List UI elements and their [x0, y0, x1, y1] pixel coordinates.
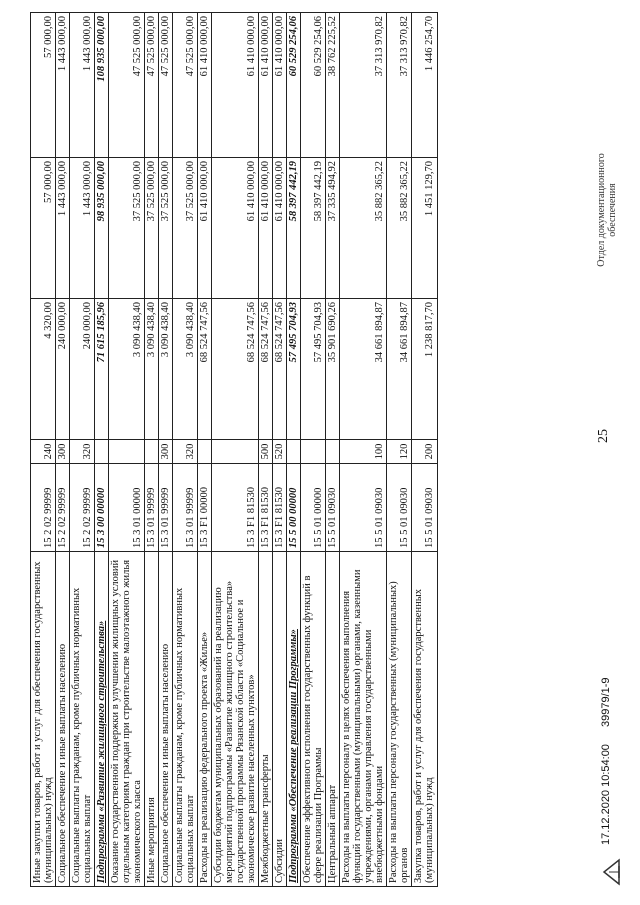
- row-value-2021: 1 443 000,00: [70, 158, 95, 299]
- row-value-2020: 3 090 438,40: [173, 299, 198, 440]
- table-row: [198, 13, 212, 887]
- page-number: 25: [596, 429, 611, 443]
- row-value-2022: 47 525 000,00: [173, 13, 198, 158]
- row-csr: 15 3 F1 00000: [198, 464, 212, 552]
- row-csr: 15 3 01 99999: [159, 464, 173, 552]
- row-name: Социальные выплаты гражданам, кроме публичных нормативных социальных выплат: [70, 552, 95, 887]
- row-value-2021: 61 410 000,00: [198, 158, 212, 299]
- row-csr: 15 5 00 00000: [287, 464, 301, 552]
- table-row: [109, 13, 145, 887]
- row-value-2021: 58 397 442,19: [301, 158, 326, 299]
- row-name: Подпрограмма «Развитие жилищного строительства»: [95, 552, 109, 887]
- table-row: [145, 13, 159, 887]
- row-value-2022: 47 525 000,00: [145, 13, 159, 158]
- row-value-2022: 108 935 000,00: [95, 13, 109, 158]
- row-name: Иные мероприятия: [145, 552, 159, 887]
- row-name: Субсидии: [273, 552, 287, 887]
- row-csr: 15 3 F1 81530: [259, 464, 273, 552]
- row-name: Закупка товаров, работ и услуг для обеспечения государственных (муниципальных) нужд: [412, 552, 437, 887]
- row-value-2020: 68 524 747,56: [273, 299, 287, 440]
- row-value-2020: 71 615 185,96: [95, 299, 109, 440]
- row-value-2021: 61 410 000,00: [259, 158, 273, 299]
- row-vr: [109, 440, 145, 464]
- table-row: [259, 13, 273, 887]
- row-name: Расходы на выплаты персоналу государственных (муниципальных) органов: [387, 552, 412, 887]
- row-vr: [326, 440, 340, 464]
- row-value-2022: 38 762 225,52: [326, 13, 340, 158]
- table-body: [31, 13, 438, 887]
- row-value-2022: 61 410 000,00: [273, 13, 287, 158]
- department-stamp: Отдел документационного обеспечения: [596, 153, 618, 267]
- row-value-2020: 3 090 438,40: [145, 299, 159, 440]
- row-vr: [198, 440, 212, 464]
- row-vr: [212, 440, 259, 464]
- row-csr: 15 5 01 09030: [326, 464, 340, 552]
- row-csr: 15 5 01 00000: [301, 464, 326, 552]
- row-csr: 15 3 F1 81530: [273, 464, 287, 552]
- row-name: Межбюджетные трансферты: [259, 552, 273, 887]
- row-csr: 15 3 00 00000: [95, 464, 109, 552]
- row-csr: 15 3 01 99999: [173, 464, 198, 552]
- row-value-2021: 37 525 000,00: [109, 158, 145, 299]
- row-value-2022: 57 000,00: [31, 13, 56, 158]
- row-value-2020: 57 495 704,93: [287, 299, 301, 440]
- table-row: [56, 13, 70, 887]
- row-vr: 500: [259, 440, 273, 464]
- row-value-2020: 1 238 817,70: [412, 299, 437, 440]
- row-value-2021: 37 525 000,00: [159, 158, 173, 299]
- row-name: Субсидии бюджетам муниципальных образований на реализацию мероприятий подпрограммы «Развитие жилищного строительства» государственной программы Рязанской области «Социальное и экономическое развитие населенных пунктов»: [212, 552, 259, 887]
- row-vr: 320: [173, 440, 198, 464]
- footer-doc-id: 39979/1-9: [600, 677, 612, 727]
- row-value-2022: 1 443 000,00: [70, 13, 95, 158]
- row-name: Расходы на реализацию федерального проекта «Жилье»: [198, 552, 212, 887]
- table-row: [387, 13, 412, 887]
- budget-table: [30, 12, 438, 887]
- row-value-2020: 68 524 747,56: [198, 299, 212, 440]
- table-row: [95, 13, 109, 887]
- row-name: Социальное обеспечение и иные выплаты населению: [159, 552, 173, 887]
- row-vr: [145, 440, 159, 464]
- row-csr: 15 2 02 99999: [56, 464, 70, 552]
- row-value-2021: 1 443 000,00: [56, 158, 70, 299]
- row-value-2020: 240 000,00: [56, 299, 70, 440]
- row-value-2021: 37 525 000,00: [173, 158, 198, 299]
- row-value-2022: 37 313 970,82: [387, 13, 412, 158]
- row-vr: 520: [273, 440, 287, 464]
- row-value-2021: 61 410 000,00: [273, 158, 287, 299]
- row-vr: 300: [159, 440, 173, 464]
- row-value-2021: 37 525 000,00: [145, 158, 159, 299]
- row-csr: 15 3 01 99999: [145, 464, 159, 552]
- row-value-2022: 1 443 000,00: [56, 13, 70, 158]
- row-value-2021: 1 451 129,70: [412, 158, 437, 299]
- row-vr: [95, 440, 109, 464]
- row-value-2020: 3 090 438,40: [109, 299, 145, 440]
- row-value-2021: 35 882 365,22: [340, 158, 387, 299]
- row-value-2022: 60 529 254,06: [287, 13, 301, 158]
- footer: [600, 663, 612, 845]
- row-vr: 320: [70, 440, 95, 464]
- table-row: [159, 13, 173, 887]
- table-row: [70, 13, 95, 887]
- table-row: [326, 13, 340, 887]
- row-vr: 240: [31, 440, 56, 464]
- row-value-2020: 240 000,00: [70, 299, 95, 440]
- row-value-2022: 47 525 000,00: [109, 13, 145, 158]
- row-value-2022: 1 446 254,70: [412, 13, 437, 158]
- row-csr: 15 3 01 00000: [109, 464, 145, 552]
- row-value-2020: 35 901 690,26: [326, 299, 340, 440]
- row-value-2022: 61 410 000,00: [259, 13, 273, 158]
- table-row: [301, 13, 326, 887]
- table-row: [212, 13, 259, 887]
- row-value-2021: 37 335 494,92: [326, 158, 340, 299]
- table-row: [340, 13, 387, 887]
- row-value-2022: 60 529 254,06: [301, 13, 326, 158]
- row-value-2020: 3 090 438,40: [159, 299, 173, 440]
- row-vr: 300: [56, 440, 70, 464]
- row-value-2021: 58 397 442,19: [287, 158, 301, 299]
- footer-datetime: 17.12.2020 10:54:00: [600, 744, 612, 845]
- table-row: [287, 13, 301, 887]
- row-name: Подпрограмма «Обеспечение реализации Программы»: [287, 552, 301, 887]
- table-row: [273, 13, 287, 887]
- row-name: Расходы на выплаты персоналу в целях обеспечения выполнения функций государственными (муниципальными) органами, казенными учреждениями, органами управления государственными внебюджетными фондами: [340, 552, 387, 887]
- row-vr: 100: [340, 440, 387, 464]
- row-value-2020: 4 320,00: [31, 299, 56, 440]
- logo-icon: [600, 857, 622, 887]
- row-vr: [287, 440, 301, 464]
- row-value-2020: 34 661 894,87: [340, 299, 387, 440]
- row-value-2022: 61 410 000,00: [212, 13, 259, 158]
- row-csr: 15 5 01 09030: [412, 464, 437, 552]
- row-value-2022: 47 525 000,00: [159, 13, 173, 158]
- row-value-2022: 37 313 970,82: [340, 13, 387, 158]
- row-name: Социальное обеспечение и иные выплаты населению: [56, 552, 70, 887]
- row-csr: 15 3 F1 81530: [212, 464, 259, 552]
- row-name: Обеспечение эффективного исполнения государственных функций в сфере реализации Программы: [301, 552, 326, 887]
- row-value-2020: 68 524 747,56: [212, 299, 259, 440]
- row-value-2021: 98 935 000,00: [95, 158, 109, 299]
- row-value-2021: 35 882 365,22: [387, 158, 412, 299]
- row-name: Оказание государственной поддержки в улучшении жилищных условий отдельным категориям граждан при строительстве малоэтажного жилья экономического класса: [109, 552, 145, 887]
- row-vr: 120: [387, 440, 412, 464]
- row-csr: 15 2 02 99999: [70, 464, 95, 552]
- row-value-2020: 34 661 894,87: [387, 299, 412, 440]
- row-csr: 15 2 02 99999: [31, 464, 56, 552]
- row-value-2022: 61 410 000,00: [198, 13, 212, 158]
- table-row: [173, 13, 198, 887]
- row-value-2021: 61 410 000,00: [212, 158, 259, 299]
- row-value-2021: 57 000,00: [31, 158, 56, 299]
- table-row: [31, 13, 56, 887]
- row-name: Социальные выплаты гражданам, кроме публичных нормативных социальных выплат: [173, 552, 198, 887]
- row-name: Иные закупки товаров, работ и услуг для обеспечения государственных (муниципальных) нужд: [31, 552, 56, 887]
- row-value-2020: 68 524 747,56: [259, 299, 273, 440]
- row-value-2020: 57 495 704,93: [301, 299, 326, 440]
- table-row: [412, 13, 437, 887]
- row-csr: 15 5 01 09030: [387, 464, 412, 552]
- row-name: Центральный аппарат: [326, 552, 340, 887]
- row-vr: [301, 440, 326, 464]
- row-vr: 200: [412, 440, 437, 464]
- row-csr: 15 5 01 09030: [340, 464, 387, 552]
